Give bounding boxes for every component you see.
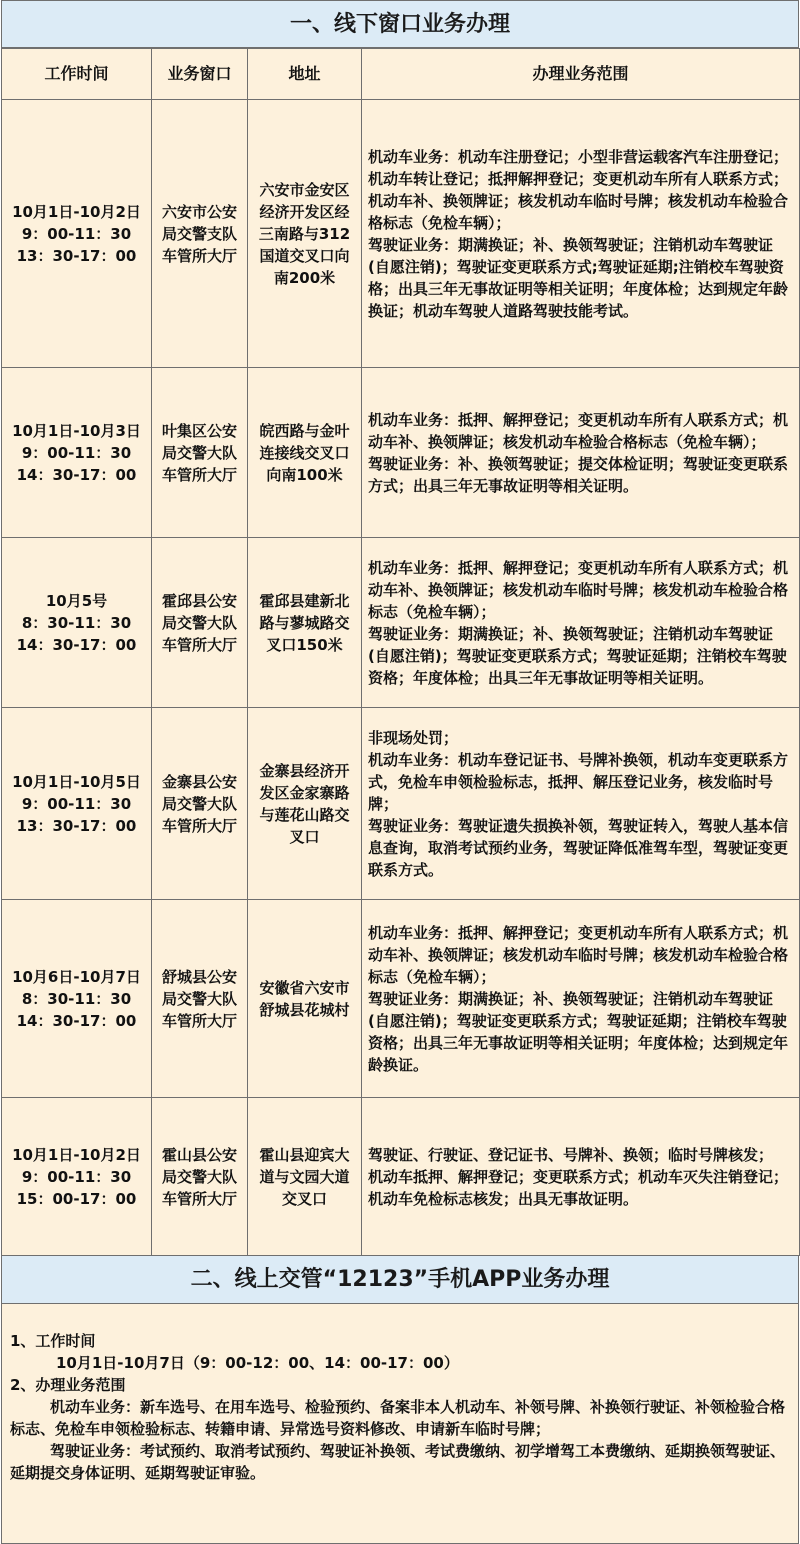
work-date: 10月1日-10月2日 [12, 1145, 141, 1164]
address-cell: 金寨县经济开发区金家寨路与莲花山路交叉口 [248, 708, 362, 900]
morning-hours: 9：00-11：30 [21, 224, 132, 243]
section-offline-title: 一、线下窗口业务办理 [1, 0, 799, 48]
morning-hours: 9：00-11：30 [21, 794, 132, 813]
afternoon-hours: 14：30-17：00 [16, 1011, 137, 1030]
scope-vehicle: 机动车业务：抵押、解押登记；变更机动车所有人联系方式；机动车补、换领牌证；核发机动车临时号牌；核发机动车检验合格标志（免检车辆）； [368, 558, 789, 621]
work-date: 10月1日-10月2日 [12, 202, 141, 221]
window-cell: 六安市公安局交警支队车管所大厅 [152, 100, 248, 368]
morning-hours: 9：00-11：30 [21, 443, 132, 462]
work-time-cell [2, 1098, 152, 1256]
work-time-cell [2, 538, 152, 708]
offline-service-table [1, 48, 800, 1256]
page [1, 0, 799, 1544]
scope-vehicle: 机动车业务：抵押、解押登记；变更机动车所有人联系方式；机动车补、换领牌证；核发机动车检验合格标志（免检车辆）； [368, 410, 789, 451]
scope-license: 驾驶证业务：驾驶证遗失损换补领，驾驶证转入，驾驶人基本信息查询，取消考试预约业务，驾驶证降低准驾车型，驾驶证变更联系方式。 [368, 816, 789, 879]
scope-heading: 2、办理业务范围 [10, 1376, 126, 1394]
scope-cell [362, 708, 800, 900]
table-row [2, 368, 800, 538]
address-cell: 霍邱县建新北路与蓼城路交叉口150米 [248, 538, 362, 708]
work-date: 10月1日-10月3日 [12, 421, 141, 440]
scope-license: 驾驶证业务：期满换证；补、换领驾驶证；注销机动车驾驶证(自愿注销)；驾驶证变更联系方式；驾驶证延期；注销校车驾驶资格；年度体检；出具三年无事故证明等相关证明。 [368, 624, 787, 687]
window-cell: 叶集区公安局交警大队车管所大厅 [152, 368, 248, 538]
header-work-time: 工作时间 [2, 49, 152, 100]
afternoon-hours: 14：30-17：00 [16, 465, 137, 484]
afternoon-hours: 15：00-17：00 [16, 1189, 137, 1208]
scope-license: 驾驶证业务：期满换证；补、换领驾驶证；注销机动车驾驶证(自愿注销)；驾驶证变更联系方式;驾驶证延期;注销校车驾驶资格；出具三年无事故证明等相关证明；年度体检；达到规定年龄换证；机动车驾驶人道路驾驶技能考试。 [368, 235, 789, 320]
scope-certificate: 机动车免检标志核发；出具无事故证明。 [368, 1189, 639, 1208]
table-row [2, 708, 800, 900]
window-cell: 舒城县公安局交警大队车管所大厅 [152, 900, 248, 1098]
section-online-title: 二、线上交管“12123”手机APP业务办理 [1, 1256, 799, 1304]
afternoon-hours: 13：30-17：00 [16, 816, 137, 835]
work-date: 10月5号 [45, 591, 108, 610]
scope-cell [362, 100, 800, 368]
morning-hours: 8：30-11：30 [21, 613, 132, 632]
morning-hours: 8：30-11：30 [21, 989, 132, 1008]
scope-vehicle: 机动车业务：抵押、解押登记；变更机动车所有人联系方式；机动车补、换领牌证；核发机动车临时号牌；核发机动车检验合格标志（免检车辆）； [368, 923, 789, 986]
scope-cell [362, 900, 800, 1098]
online-license-business: 驾驶证业务：考试预约、取消考试预约、驾驶证补换领、考试费缴纳、初学增驾工本费缴纳、延期换领驾驶证、延期提交身体证明、延期驾驶证审验。 [10, 1442, 786, 1482]
table-row [2, 900, 800, 1098]
table-row [2, 100, 800, 368]
window-cell: 霍山县公安局交警大队车管所大厅 [152, 1098, 248, 1256]
window-cell: 霍邱县公安局交警大队车管所大厅 [152, 538, 248, 708]
scope-cell [362, 368, 800, 538]
scope-vehicle: 机动车业务：机动车登记证书、号牌补换领，机动车变更联系方式，免检车申领检验标志，抵押、解压登记业务，核发临时号牌； [368, 750, 789, 813]
address-cell: 皖西路与金叶连接线交叉口向南100米 [248, 368, 362, 538]
table-row [2, 538, 800, 708]
work-date: 10月1日-10月5日 [12, 772, 141, 791]
morning-hours: 9：00-11：30 [21, 1167, 132, 1186]
header-scope: 办理业务范围 [362, 49, 800, 100]
address-cell: 六安市金安区经济开发区经三南路与312国道交叉口向南200米 [248, 100, 362, 368]
address-cell: 霍山县迎宾大道与文园大道交叉口 [248, 1098, 362, 1256]
afternoon-hours: 14：30-17：00 [16, 635, 137, 654]
work-time-cell [2, 368, 152, 538]
online-vehicle-business: 机动车业务：新车选号、在用车选号、检验预约、备案非本人机动车、补领号牌、补换领行驶证、补领检验合格标志、免检车申领检验标志、转籍申请、异常选号资料修改、申请新车临时号牌； [10, 1398, 786, 1438]
work-time-cell [2, 900, 152, 1098]
scope-license: 驾驶证业务：补、换领驾驶证；提交体检证明；驾驶证变更联系方式；出具三年无事故证明等相关证明。 [368, 454, 789, 495]
work-time-cell [2, 100, 152, 368]
address-cell: 安徽省六安市舒城县花城村 [248, 900, 362, 1098]
online-work-time: 10月1日-10月7日（9：00-12：00、14：00-17：00） [56, 1354, 459, 1372]
online-service-details [1, 1304, 799, 1544]
header-address: 地址 [248, 49, 362, 100]
scope-cell [362, 1098, 800, 1256]
work-date: 10月6日-10月7日 [12, 967, 141, 986]
table-row [2, 1098, 800, 1256]
scope-license: 驾驶证业务：期满换证；补、换领驾驶证；注销机动车驾驶证(自愿注销)；驾驶证变更联系方式；驾驶证延期；注销校车驾驶资格；出具三年无事故证明等相关证明；年度体检；达到规定年龄换证。 [368, 989, 789, 1074]
table-header-row [2, 49, 800, 100]
header-window: 业务窗口 [152, 49, 248, 100]
scope-documents: 驾驶证、行驶证、登记证书、号牌补、换领；临时号牌核发； [368, 1145, 774, 1164]
work-time-cell [2, 708, 152, 900]
scope-vehicle: 机动车业务：机动车注册登记；小型非营运载客汽车注册登记；机动车转让登记；抵押解押登记；变更机动车所有人联系方式；机动车补、换领牌证；核发机动车临时号牌；核发机动车检验合格标志（免检车辆）； [368, 147, 789, 232]
window-cell: 金寨县公安局交警大队车管所大厅 [152, 708, 248, 900]
scope-cell [362, 538, 800, 708]
work-time-heading: 1、工作时间 [10, 1332, 96, 1350]
afternoon-hours: 13：30-17：00 [16, 246, 137, 265]
scope-penalty: 非现场处罚； [368, 728, 459, 747]
scope-vehicle: 机动车抵押、解押登记；变更联系方式；机动车灭失注销登记； [368, 1167, 789, 1186]
